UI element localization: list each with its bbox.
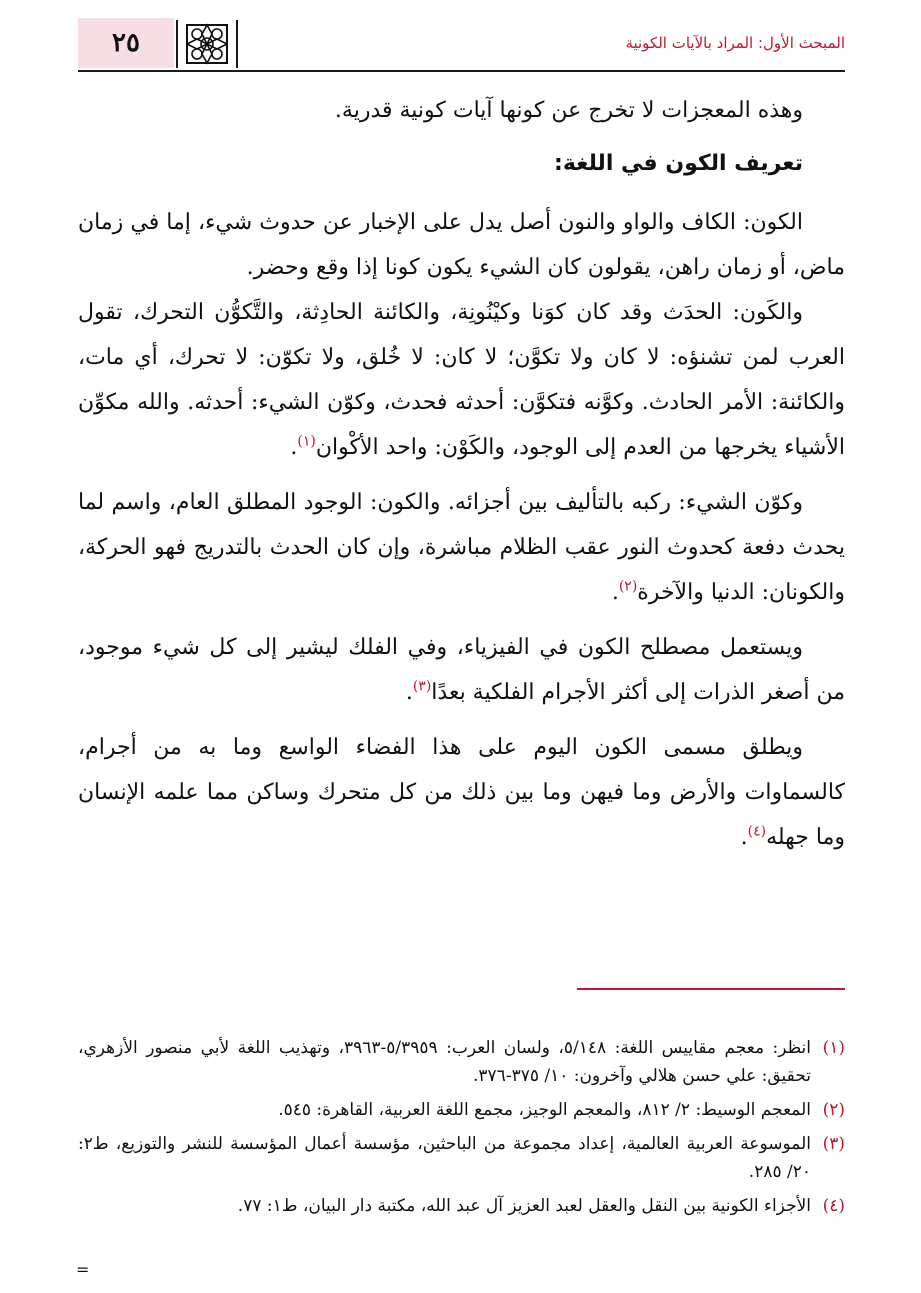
paragraph-2-text: والكَون: الحدَث وقد كان كوَنا وكيْنُونِة، والكائنة الحادِثة، والتَّكوُّن التحرك، تقول العرب لمن تشنؤه: لا كان ولا تكوَّن؛ لا كان: لا خُلق، ولا تكوّن: لا تحرك، أي مات، والكائنة: الأمر الحادث. وكوَّنه فتكوَّن: أحدثه فحدث، وكوّن الشيء: أحدثه. والله مكوِّن الأشياء يخرجها من العدم إلى الوجود، والكَوْن: واحد الأكْوان — [78, 300, 845, 460]
footnote-1 — [78, 1034, 845, 1090]
ornament-icon — [176, 20, 238, 68]
paragraph-5-text: ويطلق مسمى الكون اليوم على هذا الفضاء الواسع وما به من أجرام، كالسماوات والأرض وما فيهن وما بين ذلك من كل متحرك وساكن مما علمه الإنسان وما جهله — [78, 735, 845, 850]
footnote-ref-2[interactable]: (٢) — [618, 578, 638, 595]
paragraph-2-end: . — [290, 435, 298, 460]
intro-paragraph: وهذه المعجزات لا تخرج عن كونها آيات كونية قدرية. — [334, 98, 803, 123]
paragraph-2 — [78, 290, 845, 470]
footnote-number: (١) — [822, 1038, 845, 1058]
footnote-text: الأجزاء الكونية بين النقل والعقل لعبد العزيز آل عبد الله، مكتبة دار البيان، ط١: ٧٧. — [237, 1196, 811, 1216]
footnote-text: انظر: معجم مقاييس اللغة: ٥/١٤٨، ولسان العرب: ٥/٣٩٥٩-٣٩٦٣، وتهذيب اللغة لأبي منصور الأزهري، تحقيق: علي حسن هلالي وآخرون: ١٠/ ٣٧٥-٣٧٦. — [78, 1038, 811, 1086]
footnote-ref-3[interactable]: (٣) — [412, 678, 432, 695]
footnote-number: (٢) — [822, 1100, 845, 1120]
paragraph-3 — [78, 480, 845, 615]
paragraph-4-text: ويستعمل مصطلح الكون في الفيزياء، وفي الفلك ليشير إلى كل شيء موجود، من أصغر الذرات إلى أكثر الأجرام الفلكية بعدًا — [78, 635, 845, 705]
footnote-divider — [577, 988, 845, 990]
footnote-number: (٤) — [822, 1196, 845, 1216]
footnote-text: المعجم الوسيط: ٢/ ٨١٢، والمعجم الوجيز، مجمع اللغة العربية، القاهرة: ٥٤٥. — [278, 1100, 811, 1120]
paragraph-3-end: . — [611, 580, 619, 605]
paragraph-5-end: . — [740, 825, 748, 850]
paragraph-1: الكون: الكاف والواو والنون أصل يدل على الإخبار عن حدوث شيء، إما في زمان ماض، أو زمان راهن، يقولون كان الشيء يكون كونا إذا وقع وحضر. — [78, 210, 845, 280]
section-heading: تعريف الكون في اللغة: — [554, 151, 803, 176]
footnote-4 — [78, 1192, 845, 1220]
footnote-2 — [78, 1096, 845, 1124]
footnotes — [78, 1034, 845, 1226]
footnote-text: الموسوعة العربية العالمية، إعداد مجموعة من الباحثين، مؤسسة أعمال المؤسسة للنشر والتوزيع، ط٢: ٢٠/ ٢٨٥. — [78, 1134, 811, 1182]
footnote-3 — [78, 1130, 845, 1186]
paragraph-4 — [78, 625, 845, 715]
paragraph-5 — [78, 725, 845, 860]
page-number-box — [78, 18, 174, 68]
page-header — [78, 18, 845, 72]
footnote-number: (٣) — [822, 1134, 845, 1154]
footnote-ref-4[interactable]: (٤) — [747, 823, 767, 840]
page-number: ٢٥ — [112, 28, 140, 58]
footnote-ref-1[interactable]: (١) — [297, 433, 316, 450]
paragraph-4-end: . — [405, 680, 413, 705]
page-end-mark: = — [76, 1260, 90, 1279]
running-title: المبحث الأول: المراد بالآيات الكونية — [625, 34, 845, 52]
paragraph-3-text: وكوّن الشيء: ركبه بالتأليف بين أجزائه. والكون: الوجود المطلق العام، واسم لما يحدث دفعة كحدوث النور عقب الظلام مباشرة، وإن كان الحدث بالتدريج فهو الحركة، والكونان: الدنيا والآخرة — [78, 490, 845, 605]
main-text — [78, 88, 845, 860]
